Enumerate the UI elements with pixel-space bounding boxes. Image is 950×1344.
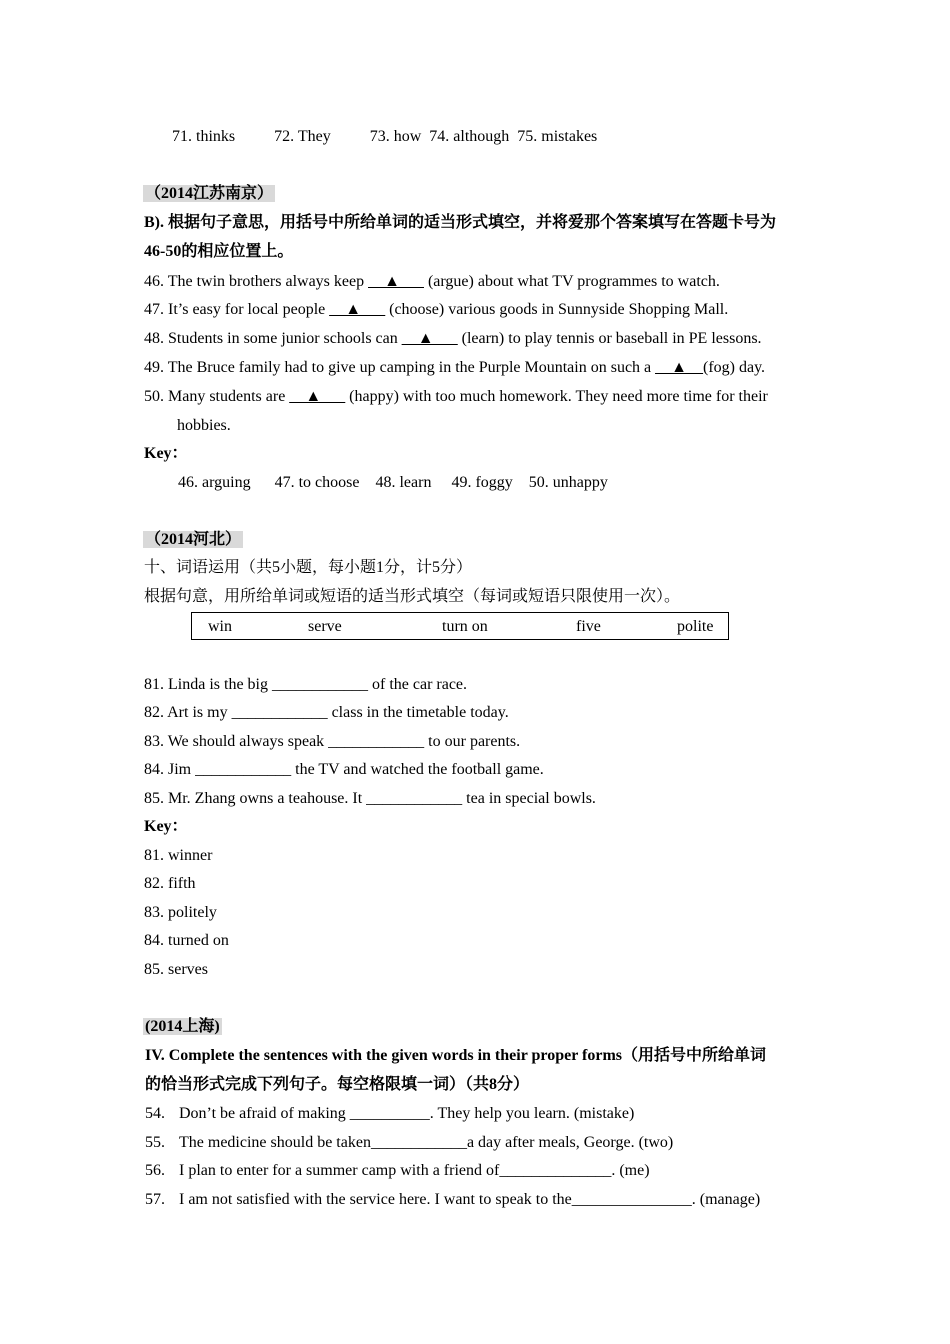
key-item: 46. arguing xyxy=(178,474,251,491)
prev-key-item: 74. although xyxy=(429,128,510,145)
answer-blank: __▲___ xyxy=(289,388,346,405)
question-text: Don’t be afraid of making __________. They help you learn. (mistake) xyxy=(179,1105,635,1122)
word-bank-item: turn on xyxy=(442,618,488,635)
answer-blank: __▲___ xyxy=(329,301,386,318)
question-text: I plan to enter for a summer camp with a friend of______________. (me) xyxy=(179,1162,650,1179)
question-text: 50. Many students are xyxy=(144,388,290,405)
word-bank-item: win xyxy=(208,618,232,635)
key-label: Key： xyxy=(144,818,188,835)
answer-blank: __▲___ xyxy=(401,330,458,347)
answer-blank: __▲___ xyxy=(368,273,424,290)
key-item: 49. foggy xyxy=(451,474,513,491)
word-bank-item: five xyxy=(576,618,601,635)
prev-key-item: 72. They xyxy=(274,128,331,145)
key-item: 48. learn xyxy=(375,474,432,491)
question-text: (fog) day. xyxy=(703,359,766,376)
question-text: 49. The Bruce family had to give up camping in the Purple Mountain on such a xyxy=(144,359,656,376)
key-label: Key： xyxy=(144,445,188,462)
shanghai-title-2: 的恰当形式完成下列句子。每空格限填一词）（共8分） xyxy=(145,1076,530,1093)
hebei-instruction: 根据句意，用所给单词或短语的适当形式填空（每词或短语只限使用一次）。 xyxy=(144,588,681,605)
question-84: 84. Jim ____________ the TV and watched the football game. xyxy=(144,761,544,778)
question-85: 85. Mr. Zhang owns a teahouse. It ____________ tea in special bowls. xyxy=(144,790,596,807)
section-header-shanghai: (2014上海) xyxy=(145,1018,220,1035)
key-item: 83. politely xyxy=(144,904,217,921)
key-item: 81. winner xyxy=(144,847,213,864)
question-text: 48. Students in some junior schools can xyxy=(144,330,402,347)
question-82: 82. Art is my ____________ class in the timetable today. xyxy=(144,704,509,721)
question-57 xyxy=(145,1190,760,1210)
question-54 xyxy=(145,1104,634,1124)
question-number: 57. xyxy=(145,1191,165,1208)
nanjing-header-line xyxy=(143,184,275,204)
key-item: 82. fifth xyxy=(144,875,196,892)
question-50-continued: hobbies. xyxy=(177,417,231,434)
question-text: I am not satisfied with the service here. I want to speak to the_______________. (manage) xyxy=(179,1191,761,1208)
key-item: 50. unhappy xyxy=(528,474,608,491)
question-number: 56. xyxy=(145,1162,165,1179)
shanghai-title-1: IV. Complete the sentences with the given words in their proper forms（用括号中所给单词 xyxy=(145,1047,767,1064)
prev-key-item: 75. mistakes xyxy=(517,128,598,145)
question-50 xyxy=(144,387,768,407)
question-text: (learn) to play tennis or baseball in PE lessons. xyxy=(457,330,762,347)
question-46 xyxy=(144,272,720,292)
word-bank-item: polite xyxy=(677,618,714,635)
hebei-title: 十、词语运用（共5小题，每小题1分，计5分） xyxy=(144,559,473,576)
question-text: 47. It’s easy for local people xyxy=(144,301,330,318)
nanjing-instruction-1: B). 根据句子意思，用括号中所给单词的适当形式填空，并将爱那个答案填写在答题卡号为 xyxy=(144,214,777,231)
question-49 xyxy=(144,358,765,378)
word-bank-box xyxy=(191,612,729,640)
question-83: 83. We should always speak ____________ to our parents. xyxy=(144,733,521,750)
nanjing-instruction-2: 46-50的相应位置上。 xyxy=(144,243,294,260)
hebei-header-line xyxy=(143,530,243,550)
question-text: (choose) various goods in Sunnyside Shopping Mall. xyxy=(385,301,729,318)
question-81: 81. Linda is the big ____________ of the car race. xyxy=(144,676,468,693)
key-item: 47. to choose xyxy=(274,474,360,491)
question-text: 46. The twin brothers always keep xyxy=(144,273,369,290)
question-text: (argue) about what TV programmes to watch. xyxy=(423,273,720,290)
prev-key-line xyxy=(172,127,597,147)
question-number: 54. xyxy=(145,1105,165,1122)
answer-blank: __▲__ xyxy=(655,359,703,376)
shanghai-header-line xyxy=(143,1017,222,1037)
key-item: 85. serves xyxy=(144,961,208,978)
question-55 xyxy=(145,1133,673,1153)
prev-key-item: 71. thinks xyxy=(172,128,236,145)
prev-key-item: 73. how xyxy=(369,128,422,145)
question-56 xyxy=(145,1161,650,1181)
word-bank-item: serve xyxy=(308,618,342,635)
question-text: (happy) with too much homework. They need more time for their xyxy=(345,388,768,405)
section-header-nanjing: （2014江苏南京） xyxy=(145,185,274,202)
key-item: 84. turned on xyxy=(144,932,229,949)
question-48 xyxy=(144,329,762,349)
question-47 xyxy=(144,300,728,320)
section-header-hebei: （2014河北） xyxy=(145,531,242,548)
question-text: The medicine should be taken____________a day after meals, George. (two) xyxy=(179,1134,674,1151)
question-number: 55. xyxy=(145,1134,165,1151)
nanjing-key-line xyxy=(178,473,608,493)
